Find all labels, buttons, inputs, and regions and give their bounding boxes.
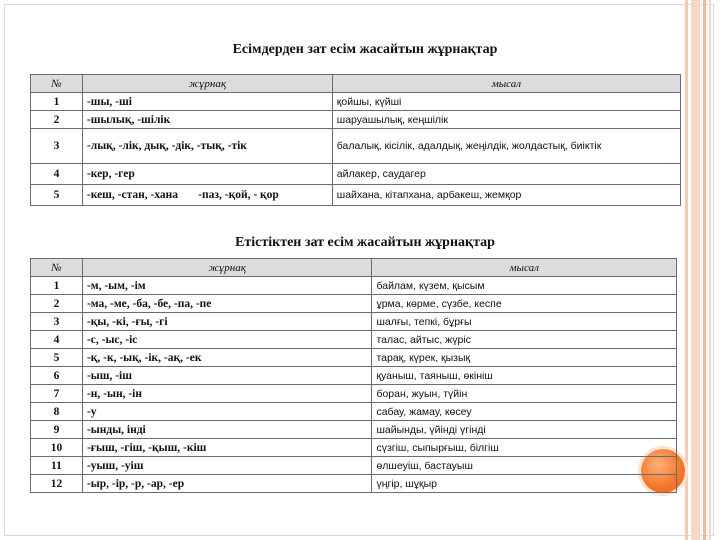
header-num: № — [31, 259, 83, 277]
row-suffix: -шылық, -шілік — [82, 111, 332, 129]
row-example: шаруашылық, кеңшілік — [332, 111, 680, 129]
header-num: № — [31, 75, 83, 93]
row-suffix: -ынды, інді — [82, 421, 372, 439]
row-suffix: -ма, -ме, -ба, -бе, -па, -пе — [82, 295, 372, 313]
row-num: 9 — [31, 421, 83, 439]
table-row — [31, 457, 677, 475]
row-example: балалық, кісілік, адалдық, жеңілдік, жолдастық, биіктік — [332, 129, 680, 164]
table-row — [31, 185, 681, 206]
row-suffix: -уыш, -уіш — [82, 457, 372, 475]
row-suffix: -кер, -гер — [82, 164, 332, 185]
row-suffix: -ыр, -ір, -р, -ар, -ер — [82, 475, 372, 493]
header-suffix: жұрнақ — [82, 75, 332, 93]
row-num: 3 — [31, 313, 83, 331]
row-suffix: -қ, -к, -ық, -ік, -ақ, -ек — [82, 349, 372, 367]
decor-stripe — [709, 0, 711, 540]
table-row — [31, 367, 677, 385]
row-suffix: -лық, -лік, дық, -дік, -тық, -тік — [82, 129, 332, 164]
row-suffix: -қы, -кі, -ғы, -гі — [82, 313, 372, 331]
row-example: шайынды, үйінді үгінді — [372, 421, 677, 439]
header-suffix: жұрнақ — [82, 259, 372, 277]
table-row — [31, 93, 681, 111]
row-suffix: -м, -ым, -ім — [82, 277, 372, 295]
row-suffix: -с, -ыс, -іс — [82, 331, 372, 349]
noun-suffix-table — [30, 74, 681, 206]
table-row — [31, 295, 677, 313]
row-example: байлам, күзем, қысым — [372, 277, 677, 295]
row-num: 2 — [31, 295, 83, 313]
decor-stripe — [691, 0, 700, 540]
row-num: 6 — [31, 367, 83, 385]
decor-stripe — [703, 0, 706, 540]
table-row — [31, 331, 677, 349]
row-num: 8 — [31, 403, 83, 421]
table-row — [31, 475, 677, 493]
table-row — [31, 277, 677, 295]
table1-title: Есімдерден зат есім жасайтын жұрнақтар — [232, 42, 498, 57]
header-example: мысал — [372, 259, 677, 277]
row-example: ұрма, көрме, сүзбе, кеспе — [372, 295, 677, 313]
table2-title: Етістіктен зат есім жасайтын жұрнақтар — [235, 235, 495, 250]
table-row — [31, 421, 677, 439]
row-num: 11 — [31, 457, 83, 475]
row-suffix: -н, -ын, -ін — [82, 385, 372, 403]
row-num: 4 — [31, 164, 83, 185]
row-example: тарақ, күрек, қызық — [372, 349, 677, 367]
row-num: 1 — [31, 93, 83, 111]
row-num: 3 — [31, 129, 83, 164]
row-suffix: -у — [82, 403, 372, 421]
row-suffix: -ғыш, -гіш, -қыш, -кіш — [82, 439, 372, 457]
row-num: 1 — [31, 277, 83, 295]
row-suffix: -ыш, -іш — [82, 367, 372, 385]
row-num: 12 — [31, 475, 83, 493]
row-example: қойшы, күйші — [332, 93, 680, 111]
verb-suffix-table — [30, 258, 677, 493]
row-example: сабау, жамау, көсеу — [372, 403, 677, 421]
row-example: боран, жуын, түйін — [372, 385, 677, 403]
row-num: 2 — [31, 111, 83, 129]
table-row — [31, 164, 681, 185]
table-row — [31, 439, 677, 457]
header-example: мысал — [332, 75, 680, 93]
row-num: 10 — [31, 439, 83, 457]
table-row — [31, 385, 677, 403]
row-example: үңгір, шұқыр — [372, 475, 677, 493]
row-example: өлшеуіш, бастауыш — [372, 457, 677, 475]
row-num: 5 — [31, 185, 83, 206]
row-num: 7 — [31, 385, 83, 403]
row-example: шалғы, тепкі, бұрғы — [372, 313, 677, 331]
row-example: шайхана, кітапхана, арбакеш, жемқор — [332, 185, 680, 206]
row-example: айлакер, саудагер — [332, 164, 680, 185]
row-example: қуаныш, таяныш, өкініш — [372, 367, 677, 385]
row-suffix: -кеш, -стан, -хана -паз, -қой, - қор — [82, 185, 332, 206]
table-row — [31, 349, 677, 367]
row-example: талас, айтыс, жүріс — [372, 331, 677, 349]
table-row — [31, 313, 677, 331]
table-row — [31, 129, 681, 164]
row-suffix: -шы, -ші — [82, 93, 332, 111]
row-example: сүзгіш, сыпырғыш, білгіш — [372, 439, 677, 457]
row-num: 4 — [31, 331, 83, 349]
row-num: 5 — [31, 349, 83, 367]
table-row — [31, 111, 681, 129]
table-row — [31, 403, 677, 421]
decor-stripe — [685, 0, 688, 540]
